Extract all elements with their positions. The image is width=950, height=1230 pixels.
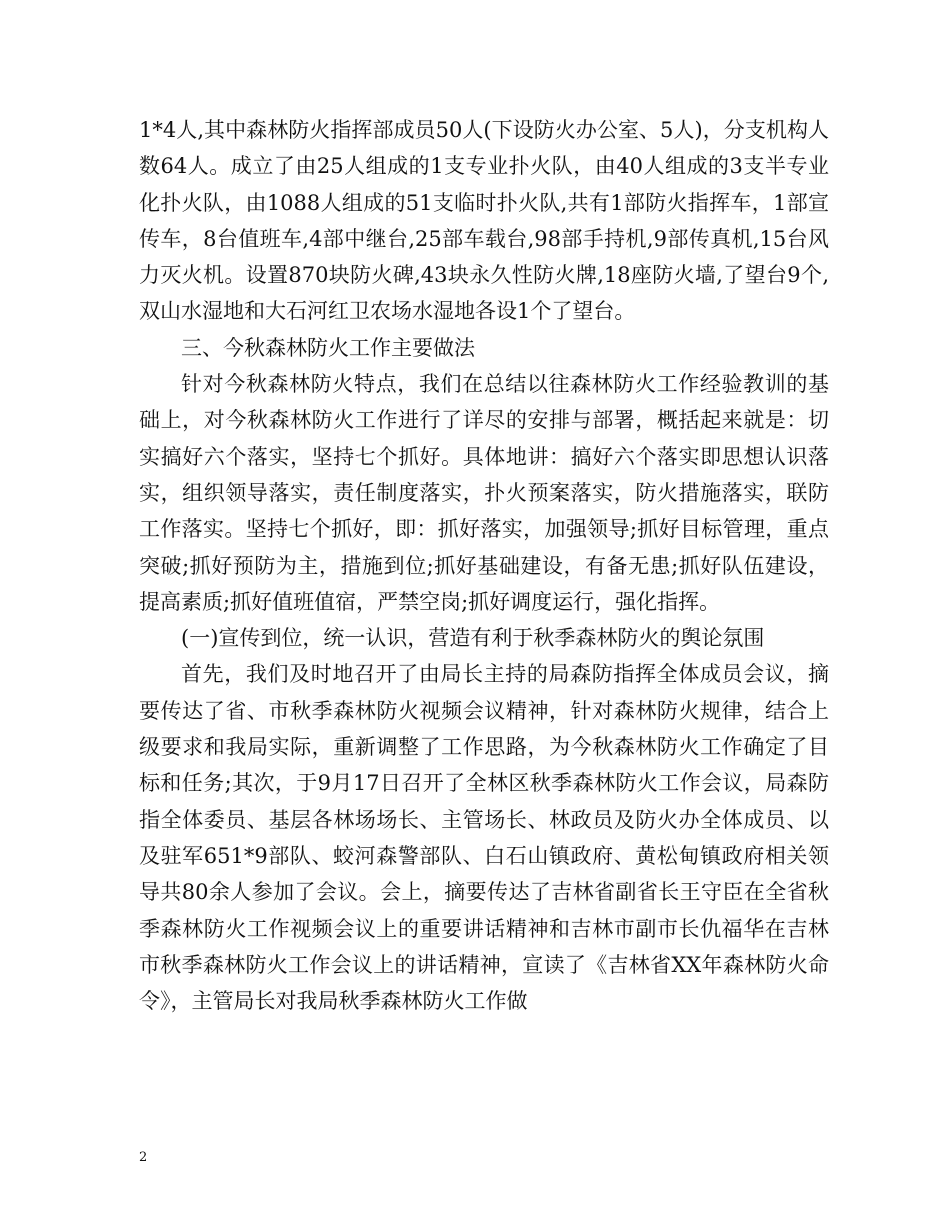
section-heading-three: 三、今秋森林防火工作主要做法	[181, 335, 475, 360]
subsection-heading-one: (一)宣传到位，统一认识，营造有利于秋季森林防火的舆论氛围	[181, 626, 765, 651]
paragraph-staffing: 1*4人,其中森林防火指挥部成员50人(下设防火办公室、5人)，分支机构人数64人。成立了由25人组成的1支专业扑火队，由40人组成的3支半专业化扑火队，由1088人组成的51支临时扑火队,共有1部防火指挥车，1部宣传车，8台值班车,4部中继台,25部车载台,98部手持机,9部传真机,15台风力灭火机。设置870块防火碑,43块永久性防火牌,18座防火墙,了望台9个,双山水湿地和大石河红卫农场水湿地各设1个了望台。	[139, 118, 829, 324]
paragraph-meetings: 首先，我们及时地召开了由局长主持的局森防指挥全体成员会议，摘要传达了省、市秋季森林防火视频会议精神，针对森林防火规律，结合上级要求和我局实际，重新调整了工作思路，为今秋森林防火工作确定了目标和任务;其次，于9月17日召开了全林区秋季森林防火工作会议，局森防指全体委员、基层各林场场长、主管场长、林政员及防火办全体成员、以及驻军651*9部队、蛟河森警部队、白石山镇政府、黄松甸镇政府相关领导共80余人参加了会议。会上，摘要传达了吉林省副省长王守臣在全省秋季森林防火工作视频会议上的重要讲话精神和吉林市副市长仇福华在吉林市秋季森林防火工作会议上的讲话精神，宣读了《吉林省XX年森林防火命令》，主管局长对我局秋季森林防火工作做	[139, 662, 829, 1014]
paragraph-overview: 针对今秋森林防火特点，我们在总结以往森林防火工作经验教训的基础上，对今秋森林防火工作进行了详尽的安排与部署，概括起来就是：切实搞好六个落实，坚持七个抓好。具体地讲：搞好六个落实即思想认识落实，组织领导落实，责任制度落实，扑火预案落实，防火措施落实，联防工作落实。坚持七个抓好，即：抓好落实，加强领导;抓好目标管理，重点突破;抓好预防为主，措施到位;抓好基础建设，有备无患;抓好队伍建设，提高素质;抓好值班值宿，严禁空岗;抓好调度运行，强化指挥。	[139, 372, 829, 614]
document-body	[139, 112, 829, 1019]
page-number: 2	[139, 1150, 148, 1165]
